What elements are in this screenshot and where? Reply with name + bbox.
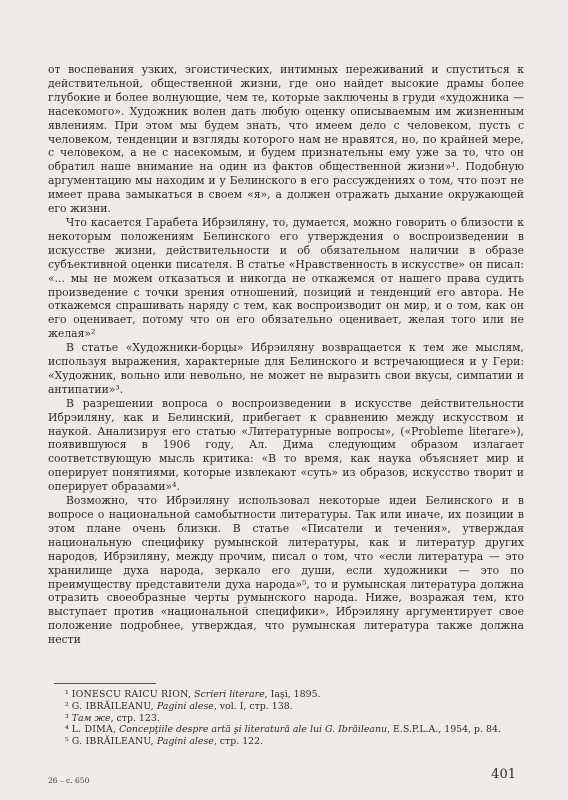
footnote-2	[56, 701, 512, 713]
footnote-mark: ¹	[65, 689, 69, 700]
paragraph-3: В статье «Художники-борцы» Ибрэиляну возвращается к тем же мыслям, используя выражения, характерные для Белинского и встречающиеся и у Гери: «Художник, вольно или невольно, не может не выразить свои вкусы, симпатии и антипатии»³.	[48, 341, 524, 396]
footnote-rest: , vol. I, стр. 138.	[213, 700, 293, 712]
footnote-author: L. DIMA,	[71, 724, 117, 736]
footnote-mark: ⁵	[65, 736, 69, 748]
footnote-5	[56, 736, 512, 748]
footnote-rest: , E.S.P.L.A., 1954, p. 84.	[387, 724, 501, 736]
footnote-author: G. IBRĂILEANU,	[71, 736, 154, 748]
footnote-author: G. IBRĂILEANU,	[71, 700, 154, 712]
footnote-author: IONESCU RAICU RION,	[71, 689, 192, 700]
footnote-rest: , стр. 122.	[213, 736, 264, 748]
paragraph-5: Возможно, что Ибрэиляну использовал некоторые идеи Белинского и в вопросе о национальной самобытности литературы. Так или иначе, их позиции в этом плане очень близки. В статье «Писатели и течения», утверждая национальную специфику румынской литературы, как и литератур других народов, Ибрэиляну, между прочим, писал о том, что «если литература — это хранилище духа народа, зеркало его души, если художники — это по преимуществу представители духа народа»⁵, то и румынская литература должна отразить своеобразные черты румынского народа. Ниже, возражая тем, кто выступает против «национальной специфики», Ибрэиляну аргументирует свое положение подробнее, утверждая, что румынская литература также должна нести	[48, 494, 524, 647]
printer-signature: 26 – c. 650	[48, 776, 90, 785]
footnote-title: Scrieri literare	[194, 689, 265, 700]
footnotes	[56, 689, 512, 748]
footnote-mark: ³	[65, 712, 69, 724]
body-text	[48, 63, 524, 647]
footnote-1	[56, 689, 512, 701]
footnote-title: Pagini alese	[156, 700, 214, 712]
paragraph-2: Что касается Гарабета Ибрэиляну, то, думается, можно говорить о близости к некоторым положениям Белинского его утверждения о воспроизведении в искусстве жизни, действительности и об обязательном наличии в образе субъективной оценки писателя. В статье «Нравственность в искусстве» он писал: «... мы не можем отказаться и никогда не откажемся от нашего права судить произведение с точки зрения отношений, позиций и тенденций его автора. Не откажемся спрашивать наряду с тем, как воспроизводит он мир, и о том, как он его оценивает, потому что он его обязательно оценивает, желая того или не желая»²	[48, 215, 524, 341]
footnote-3	[56, 713, 512, 725]
footnote-mark: ⁴	[65, 724, 69, 736]
paragraph-4: В разрешении вопроса о воспроизведении в искусстве действительности Ибрэиляну, как и Белинский, прибегает к сравнению между искусством и наукой. Анализируя его статью «Литературные вопросы», («Probleme literare»), появившуюся в 1906 году, Ал. Дима следующим образом излагает соответствующую мысль критика: «В то время, как наука объясняет мир и оперирует понятиями, которые извлекают «суть» из образов, искусство творит и оперирует образами»⁴.	[48, 396, 524, 494]
paragraph-1: от воспевания узких, эгоистических, интимных переживаний и спуститься к действительной, общественной жизни, где оно найдет высокие драмы более глубокие и более волнующие, чем те, которые заключены в груди «художника — насекомого». Художник волен дать любую оценку описываемым им жизненным явлениям. При этом мы будем знать, что имеем дело с человеком, пусть с человеком, тенденции и взгляды которого нам не нравятся, но, по крайней мере, с человеком, а не с насекомым, и будем признательны ему уже за то, что он обратил наше внимание на один из фактов общественной жизни»¹. Подобную аргументацию мы находим и у Белинского в его рассуждениях о том, что поэт не имеет права замыкаться в своем «я», а должен отражать дыхание окружающей его жизни.	[48, 63, 524, 216]
footnote-title: Pagini alese	[156, 736, 214, 748]
footnote-rest: , Iaşi, 1895.	[264, 689, 321, 700]
footnote-4	[56, 724, 512, 736]
footnote-rest: , стр. 123.	[110, 712, 160, 724]
footnote-title: Concepţiile despre artă şi literatură ale lui G. Ibrăileanu	[119, 724, 388, 736]
footnote-title: Там же	[71, 712, 111, 724]
footnote-mark: ²	[65, 700, 69, 712]
footnote-divider	[54, 683, 156, 684]
page-number: 401	[491, 767, 516, 782]
